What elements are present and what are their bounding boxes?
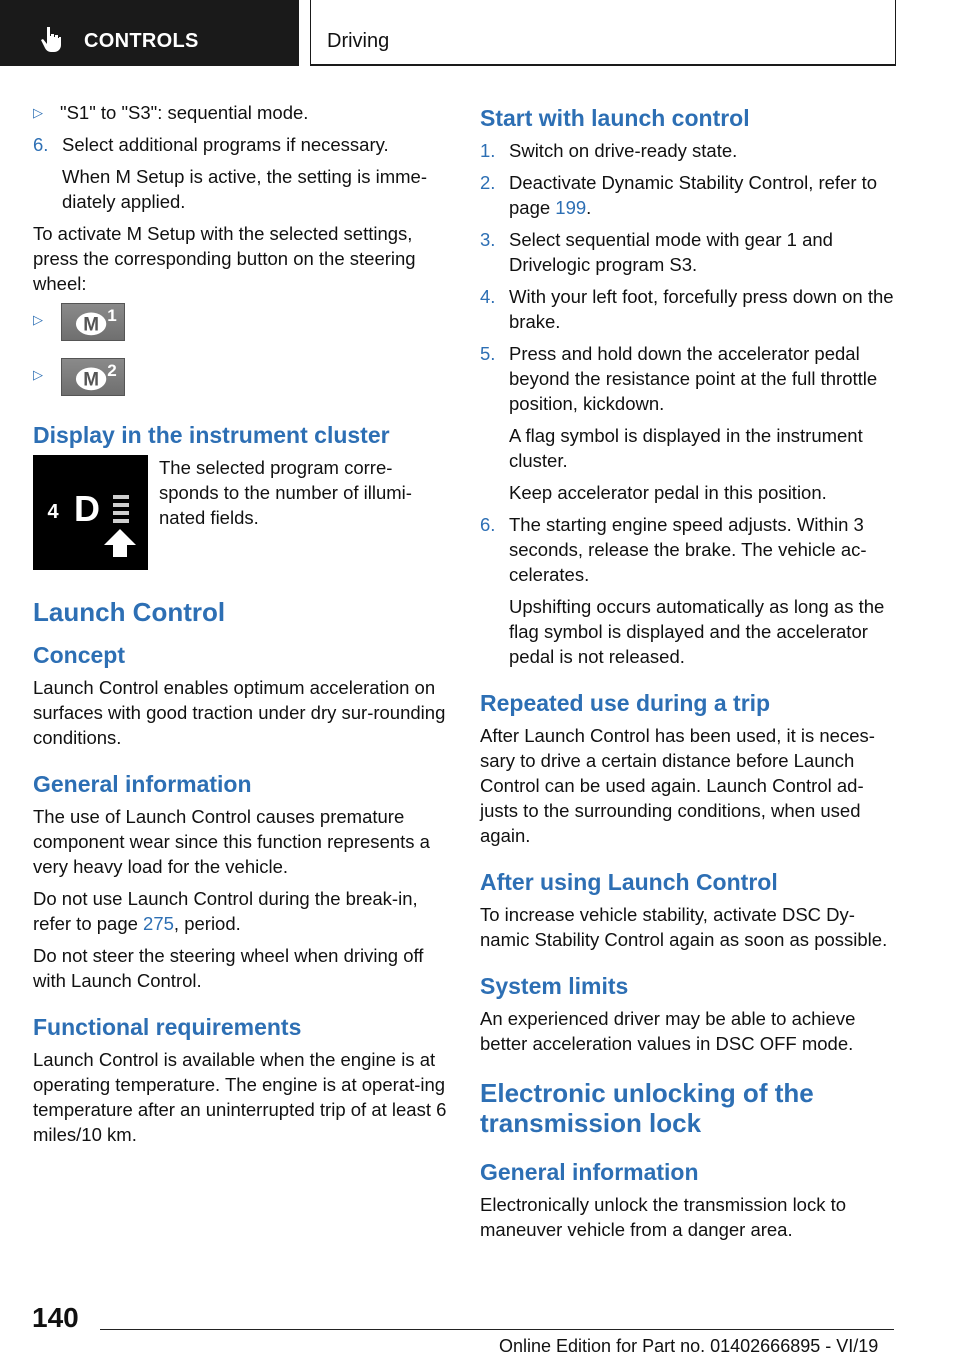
instrument-cluster-image [33,455,148,570]
paragraph: To increase vehicle stability, activate DSC Dy‐namic Stability Control again as soon as possible. [480,904,888,950]
cluster-description: The selected program corre‐sponds to the number of illumi‐nated fields. [159,457,412,528]
m1-button-icon [61,303,125,341]
step-number: 3. [480,229,496,250]
footer-divider [100,1329,894,1330]
heading-general-information: General information [480,1159,699,1185]
triangle-bullet-icon: ▷ [33,367,43,382]
step-note: Keep accelerator pedal in this position. [509,482,827,503]
list-item: 2. Deactivate Dynamic Stability Control, refer to page 199. [480,172,878,218]
paragraph: Launch Control is available when the engine is at operating temperature. The engine is at operat‐ing temperature after an uninterrupted trip of at least 6 miles/10 km. [33,1049,447,1145]
step-text: Switch on drive-ready state. [509,140,738,161]
page-link[interactable]: 275 [143,913,174,934]
list-item [480,341,900,416]
m1-button-row [33,303,447,348]
heading-display: Display in the instrument cluster [33,422,390,448]
step-note: When M Setup is active, the setting is imme‐diately applied. [62,166,427,212]
list-item [480,284,900,334]
m2-button-icon [61,358,125,396]
paragraph: Do not use Launch Control during the break-in, refer to page 275, period. [33,888,418,934]
step-text: Press and hold down the accelerator pedal beyond the resistance point at the full throttle position, kickdown. [509,343,878,414]
step-text: Select sequential mode with gear 1 and Drivelogic program S3. [509,229,833,275]
heading-repeated-use: Repeated use during a trip [480,690,771,716]
step-text: With your left foot, forcefully press down on the brake. [509,286,894,332]
triangle-bullet-icon: ▷ [33,312,43,327]
mode-indicator: D [74,488,100,529]
paragraph: The use of Launch Control causes premature component wear since this function represents a very heavy load for the vehicle. [33,806,430,877]
bullet-item [33,100,447,125]
step-number: 6. [480,514,496,535]
heading-after-using: After using Launch Control [480,869,778,895]
heading-functional-requirements: Functional requirements [33,1014,302,1040]
section-tab-controls[interactable] [0,0,299,66]
paragraph: Electronically unlock the transmission lock to maneuver vehicle from a danger area. [480,1194,847,1240]
paragraph: Do not steer the steering wheel when driving off with Launch Control. [33,945,424,991]
step-number: 2. [480,172,496,193]
gear-indicator: 4 [47,501,59,523]
heading-system-limits: System limits [480,973,629,999]
step-note: Upshifting occurs automatically as long as the flag symbol is displayed and the accelerator pedal is not released. [509,596,885,667]
list-item [480,138,900,163]
step-text: Deactivate Dynamic Stability Control, refer to page [509,172,878,218]
list-item [480,512,900,587]
paragraph: To activate M Setup with the selected settings, press the corresponding button on the steering wheel: [33,223,416,294]
step-number: 6. [33,134,49,155]
step-number: 1. [480,140,496,161]
page-link[interactable]: 199 [555,197,587,218]
right-column [480,100,900,1249]
edition-text: Online Edition for Part no. 01402666895 - VI/19 [499,1336,879,1356]
step-number: 4. [480,286,496,307]
paragraph: After Launch Control has been used, it is neces‐sary to drive a certain distance before Launch Control can be used again. Launch Control ad‐justs to the surrounding conditions, when used again. [480,725,875,846]
section-title: CONTROLS [84,30,199,52]
triangle-bullet-icon: ▷ [33,105,43,120]
heading-start-launch-control: Start with launch control [480,105,750,131]
heading-electronic-unlocking: Electronic unlocking of the transmission lock [480,1078,814,1138]
heading-concept: Concept [33,642,125,668]
hand-pointer-icon [40,26,62,52]
paragraph: An experienced driver may be able to achieve better acceleration values in DSC OFF mode. [480,1008,856,1054]
svg-text:M: M [83,314,99,336]
heading-general-information: General information [33,771,252,797]
svg-text:M: M [83,369,99,391]
left-column [33,100,447,1154]
list-item [33,132,447,157]
bullet-text: "S1" to "S3": sequential mode. [60,102,309,123]
step-note: A flag symbol is displayed in the instrument cluster. [509,425,863,471]
cluster-figure [33,455,447,573]
svg-text:2: 2 [107,361,117,381]
chapter-title: Driving [327,30,390,52]
page-number: 140 [32,1302,79,1333]
chapter-tab[interactable] [310,0,896,66]
m2-button-row [33,358,447,403]
heading-launch-control: Launch Control [33,597,226,627]
step-text: Select additional programs if necessary. [62,134,389,155]
list-item [480,227,900,277]
step-number: 5. [480,343,496,364]
svg-text:1: 1 [107,306,117,326]
paragraph: Launch Control enables optimum acceleration on surfaces with good traction under dry sur‐rounding conditions. [33,677,446,748]
step-text: The starting engine speed adjusts. Within 3 seconds, release the brake. The vehicle ac‐celerates. [509,514,867,585]
